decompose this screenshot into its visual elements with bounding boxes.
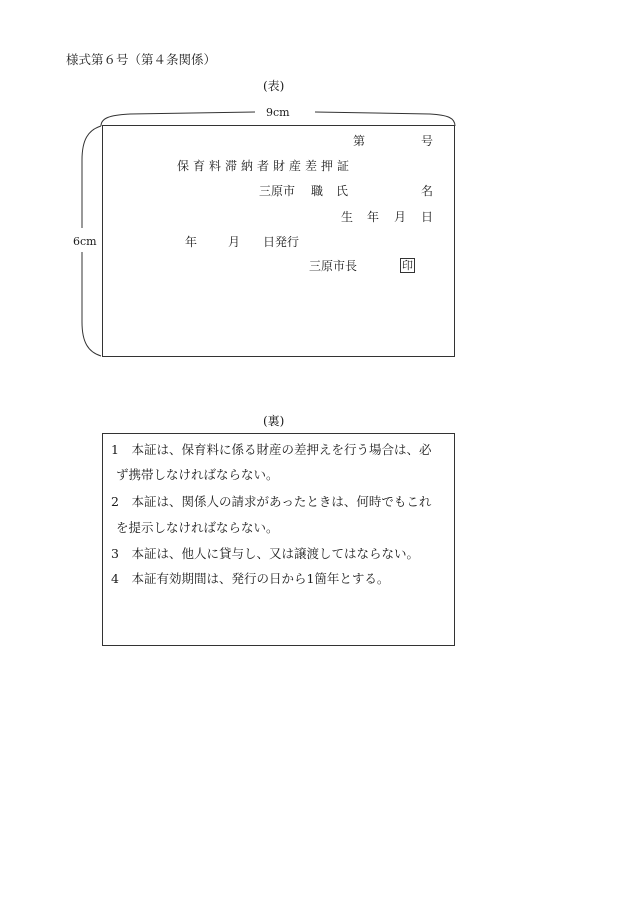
dob-tsuki: 月 <box>394 210 407 224</box>
issue-hi-hakko: 日発行 <box>263 235 300 249</box>
mayor-label: 三原市長 <box>309 259 358 273</box>
name-label-2: 名 <box>421 184 434 198</box>
dob-nen: 年 <box>367 210 380 224</box>
card-title: 保育料滞納者財産差押証 <box>177 159 354 173</box>
issue-nen: 年 <box>185 235 198 249</box>
city-label: 三原市 <box>259 184 296 198</box>
note-2b: を提示しなければならない。 <box>116 520 279 535</box>
width-label: 9cm <box>266 106 290 119</box>
dob-hi: 日 <box>421 210 434 224</box>
back-heading: (裏) <box>263 414 285 428</box>
note-1b: ず携帯しなければならない。 <box>116 467 279 482</box>
issue-tsuki: 月 <box>228 235 241 249</box>
note-1a: 1 本証は、保育料に係る財産の差押えを行う場合は、必 <box>111 442 432 457</box>
post-label: 職 <box>311 184 324 198</box>
height-brace-top <box>82 126 101 228</box>
front-heading: (表) <box>263 79 285 93</box>
back-card <box>102 433 455 646</box>
seal-mark: 印 <box>402 259 413 272</box>
dob-sei: 生 <box>341 210 354 224</box>
height-brace-bottom <box>82 252 101 356</box>
number-go: 号 <box>421 134 434 148</box>
number-dai: 第 <box>353 134 366 148</box>
form-title: 様式第６号（第４条関係） <box>66 52 217 67</box>
front-card <box>102 125 455 357</box>
name-label-1: 氏 <box>336 184 349 198</box>
note-2a: 2 本証は、関係人の請求があったときは、何時でもこれ <box>111 494 432 509</box>
height-label: 6cm <box>73 235 97 248</box>
width-brace-left <box>101 112 255 126</box>
note-3: 3 本証は、他人に貸与し、又は譲渡してはならない。 <box>111 546 419 561</box>
note-4: 4 本証有効期間は、発行の日から1箇年とする。 <box>111 571 390 586</box>
width-brace-right <box>315 112 455 126</box>
